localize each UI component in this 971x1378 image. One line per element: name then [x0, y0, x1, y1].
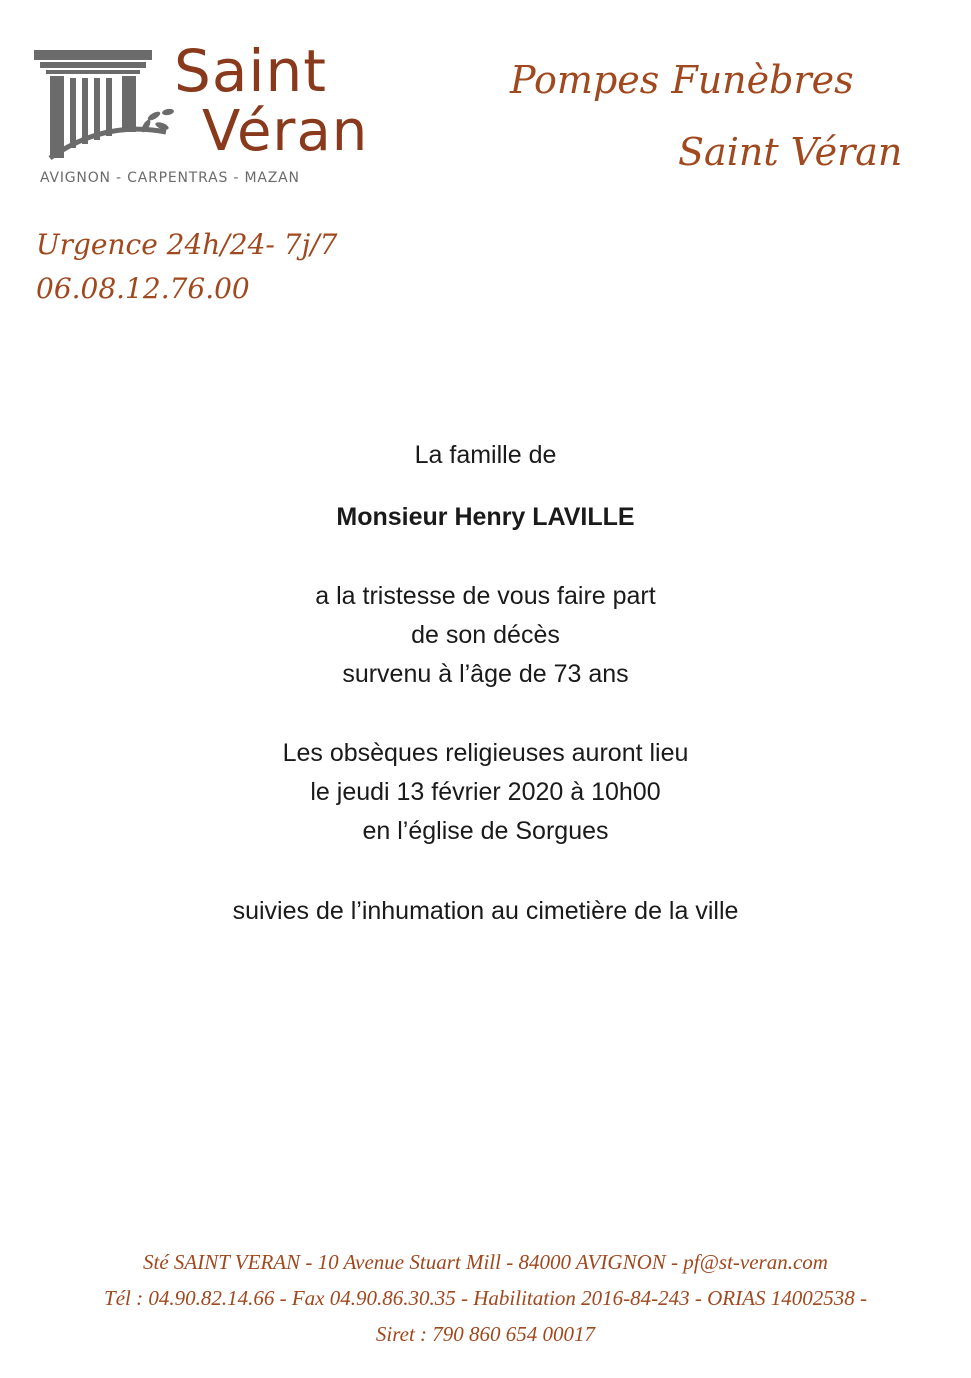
emergency-phone: 06.08.12.76.00: [36, 272, 250, 305]
column-icon: [34, 46, 174, 166]
footer-contacts: Tél : 04.90.82.14.66 - Fax 04.90.86.30.35 - Habilitation 2016-84-243 - ORIAS 14002538 -: [104, 1286, 867, 1310]
deceased-name: Monsieur Henry LAVILLE: [336, 503, 635, 531]
funeral-line1: Les obsèques religieuses auront lieu: [282, 739, 689, 767]
brand-title-line2: Saint Véran: [678, 130, 903, 174]
notice-sorrow-line2: de son décès: [411, 621, 560, 649]
funeral-location: en l’église de Sorgues: [362, 817, 609, 845]
company-logo: [34, 37, 374, 192]
notice-sorrow-line3: survenu à l’âge de 73 ans: [342, 660, 629, 688]
emergency-hours: Urgence 24h/24- 7j/7: [36, 228, 338, 261]
footer-address: Sté SAINT VERAN - 10 Avenue Stuart Mill - 84000 AVIGNON - pf@st-veran.com: [143, 1250, 828, 1274]
notice-sorrow-line1: a la tristesse de vous faire part: [315, 582, 656, 610]
burial-line: suivies de l’inhumation au cimetière de la ville: [232, 897, 739, 925]
logo-text-veran: Véran: [202, 99, 369, 164]
logo-cities: AVIGNON - CARPENTRAS - MAZAN: [40, 170, 300, 186]
brand-title-line1: Pompes Funèbres: [510, 58, 854, 102]
footer-siret: Siret : 790 860 654 00017: [375, 1322, 596, 1346]
notice-intro: La famille de: [414, 441, 557, 469]
logo-text-saint: Saint: [174, 37, 327, 105]
funeral-date: le jeudi 13 février 2020 à 10h00: [310, 778, 661, 806]
